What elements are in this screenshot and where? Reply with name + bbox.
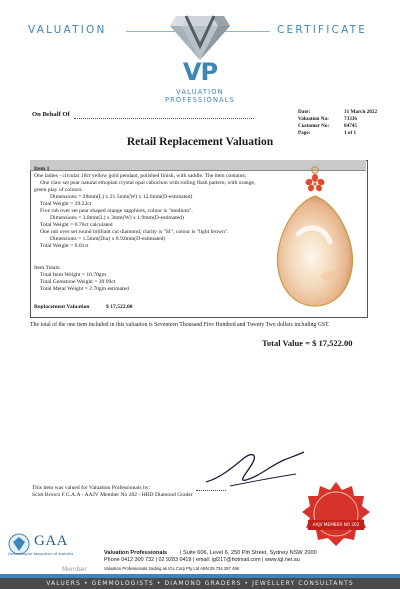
- on-behalf-line: [74, 118, 254, 119]
- company-name: Valuation Professionals: [104, 550, 168, 556]
- total-text: The total of the one item included in this valuation is Seventeen Thousand Five Hundred and Twenty Two dollars including GST.: [30, 322, 330, 328]
- logo-sub-2: PROFESSIONALS: [164, 96, 236, 104]
- services-strip: VALUERS • GEMMOLOGISTS • DIAMOND GRADERS • JEWELLERY CONSULTANTS: [0, 578, 400, 589]
- replacement-valuation-value: $ 17,522.00: [106, 304, 133, 310]
- meta-valuation-no: Valuation No: 73336: [298, 116, 357, 122]
- meta-customer-no: Customer No: 84745: [298, 123, 357, 129]
- member-label: Member: [62, 566, 87, 573]
- meta-date: Date: 31 March 2022: [298, 109, 378, 115]
- diamond-logo-icon: [168, 12, 232, 62]
- gaa-letters: GAA: [34, 533, 68, 549]
- total-value: Total Value = $ 17,522.00: [262, 338, 353, 348]
- logo-letters: VP: [182, 58, 218, 86]
- seal-text: AAJV MEMBER NO 202: [312, 522, 360, 527]
- item-total-line: Total Gemstone Weight = 39.99ct: [40, 279, 116, 285]
- item-line: One claw set pear natural ethopian crystal opal cabochon with rolling flash pattern, with orange,: [40, 180, 256, 186]
- item-line: Five rub over set pear shaped orange sapphires, colour is "medium".: [40, 208, 193, 214]
- signature-image: [200, 448, 310, 494]
- item-line: Dimensions = 28mm(L) x 21.5mm(W) x 12.6mm(D-estimated): [50, 194, 193, 200]
- item-line: Total Weight = 0.76ct calculated: [40, 222, 113, 228]
- item-line: Total Weight = 39.22ct: [40, 201, 92, 207]
- item-line: One rub over set round brilliant cut diamond, clarity is "SI", colour is "light brown".: [40, 229, 229, 235]
- page-title: Retail Replacement Valuation: [126, 136, 274, 148]
- item-totals-heading: Item Totals:: [34, 265, 61, 271]
- header-right-word: CERTIFICATE: [277, 24, 368, 36]
- company-contact: Phone 0412 300 732 | 02 9283 0419 | email: igl217@hotmail.com | www.igl.net.au: [104, 557, 300, 563]
- on-behalf-label: On Behalf Of: [32, 111, 70, 118]
- signature-line-1: This item was valued for Valuation Professionals by:: [32, 485, 151, 491]
- signature-underline: [196, 490, 226, 491]
- item-line: Dimensions = 1.5mm(Dia) x 0.92mm(D-estimated): [50, 236, 166, 242]
- item-total-line: Total Metal Weight = 2.70gm estimated: [40, 286, 129, 292]
- company-small-print: Valuation Professionals trading as IGL Corp Pty Ltd ABN 25 734 397 496: [104, 566, 240, 571]
- opal-pendant-image: [268, 164, 362, 310]
- item-heading: Item 1: [34, 166, 50, 172]
- replacement-valuation-label: Replacement Valuation: [34, 304, 90, 310]
- item-total-line: Total Item Weight = 10.70gm: [40, 272, 107, 278]
- header-left-word: VALUATION: [28, 24, 107, 36]
- aajv-seal-icon: [300, 480, 372, 552]
- company-address: | Suite 606, Level 6, 250 Pitt Street, Sydney NSW 2000: [180, 550, 317, 556]
- item-line: One ladies - circular 18ct yellow gold pendant, polished finish, with saddle. The item contains:: [34, 173, 247, 179]
- logo-sub-1: VALUATION: [176, 88, 224, 96]
- item-line: Total Weight = 0.01ct: [40, 243, 89, 249]
- gaa-subtitle: Gemmological Association of Australia: [8, 552, 74, 556]
- signature-line-2: Scott Brown F.G.A.A - AAJV Member No 202 - HRD Diamond Grader: [32, 492, 193, 498]
- item-line: green play of colours.: [34, 187, 83, 193]
- meta-page: Page: 1 of 1: [298, 130, 357, 136]
- item-line: Dimensions = 3.8mm(L) x 3mm(W) x 1.9mm(D-estimated): [50, 215, 184, 221]
